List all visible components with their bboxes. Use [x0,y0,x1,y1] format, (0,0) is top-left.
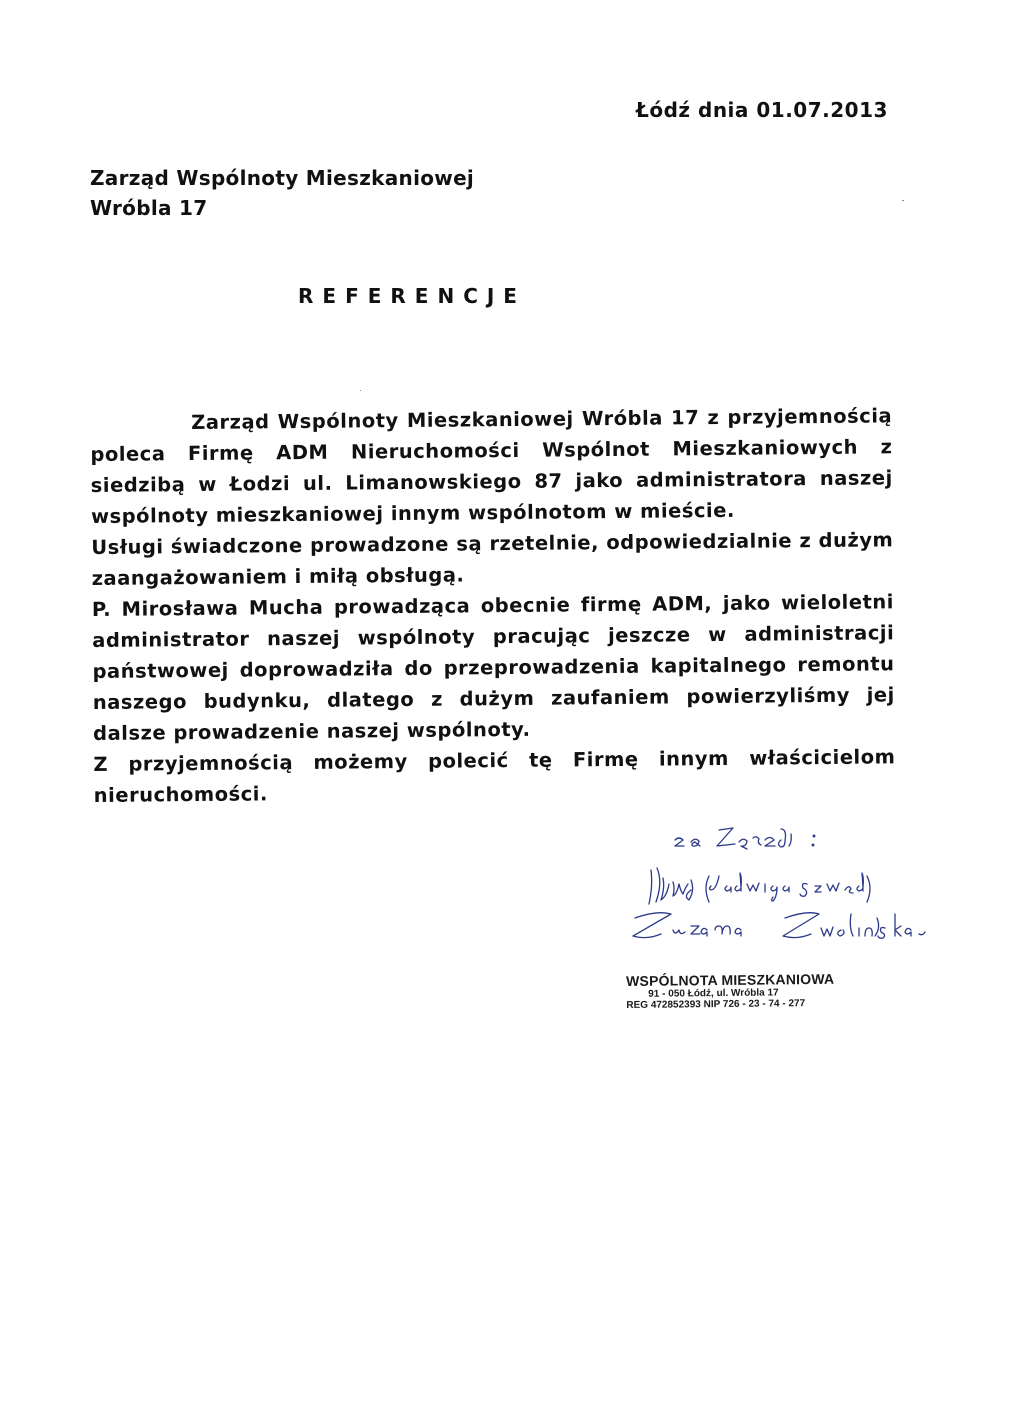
scan-speck [360,390,361,391]
letter-heading: REFERENCJE [298,284,526,308]
signature-drawing [615,818,965,968]
scan-speck [902,200,904,201]
addressee-address: Wróbla 17 [90,196,208,220]
letter-body [90,400,896,811]
handwritten-signatures [615,818,965,968]
letter-date: Łódź dnia 01.07.2013 [636,98,888,122]
stamp-name: WSPÓLNOTA MIESZKANIOWA [626,970,835,989]
addressee-name: Zarząd Wspólnoty Mieszkaniowej [90,166,475,190]
organization-stamp [626,970,866,1011]
body-paragraph: Zarząd Wspólnoty Mieszkaniowej Wróbla 17 z przyjemnością poleca Firmę ADM Nieruchomości Wspólnot Mieszkaniowych z siedzibą w Łodzi ul. Limanowskiego 87 jako administratora naszej wspólnoty mieszkaniowej innym wspólnotom w mieście. [90,404,893,528]
stamp-address: 91 - 050 Łódź, ul. Wróbla 17 [648,987,779,1000]
addressee-block [90,163,474,223]
body-paragraph: Z przyjemnością możemy polecić tę Firmę innym właścicielom nieruchomości. [93,745,896,807]
stamp-registration: REG 472852393 NIP 726 - 23 - 74 - 277 [626,998,806,1011]
body-paragraph: P. Mirosława Mucha prowadząca obecnie firmę ADM, jako wieloletni administrator naszej wspólnoty pracując jeszcze w administracji państwowej doprowadziła do przeprowadzenia kapitalnego remontu naszego budynku, dlatego z dużym zaufaniem powierzyliśmy jej dalsze prowadzenie naszej wspólnoty. [91,590,895,745]
body-paragraph: Usługi świadczone prowadzone są rzetelnie, odpowiedzialnie z dużym zaangażowaniem i miłą obsługą. [91,528,894,590]
